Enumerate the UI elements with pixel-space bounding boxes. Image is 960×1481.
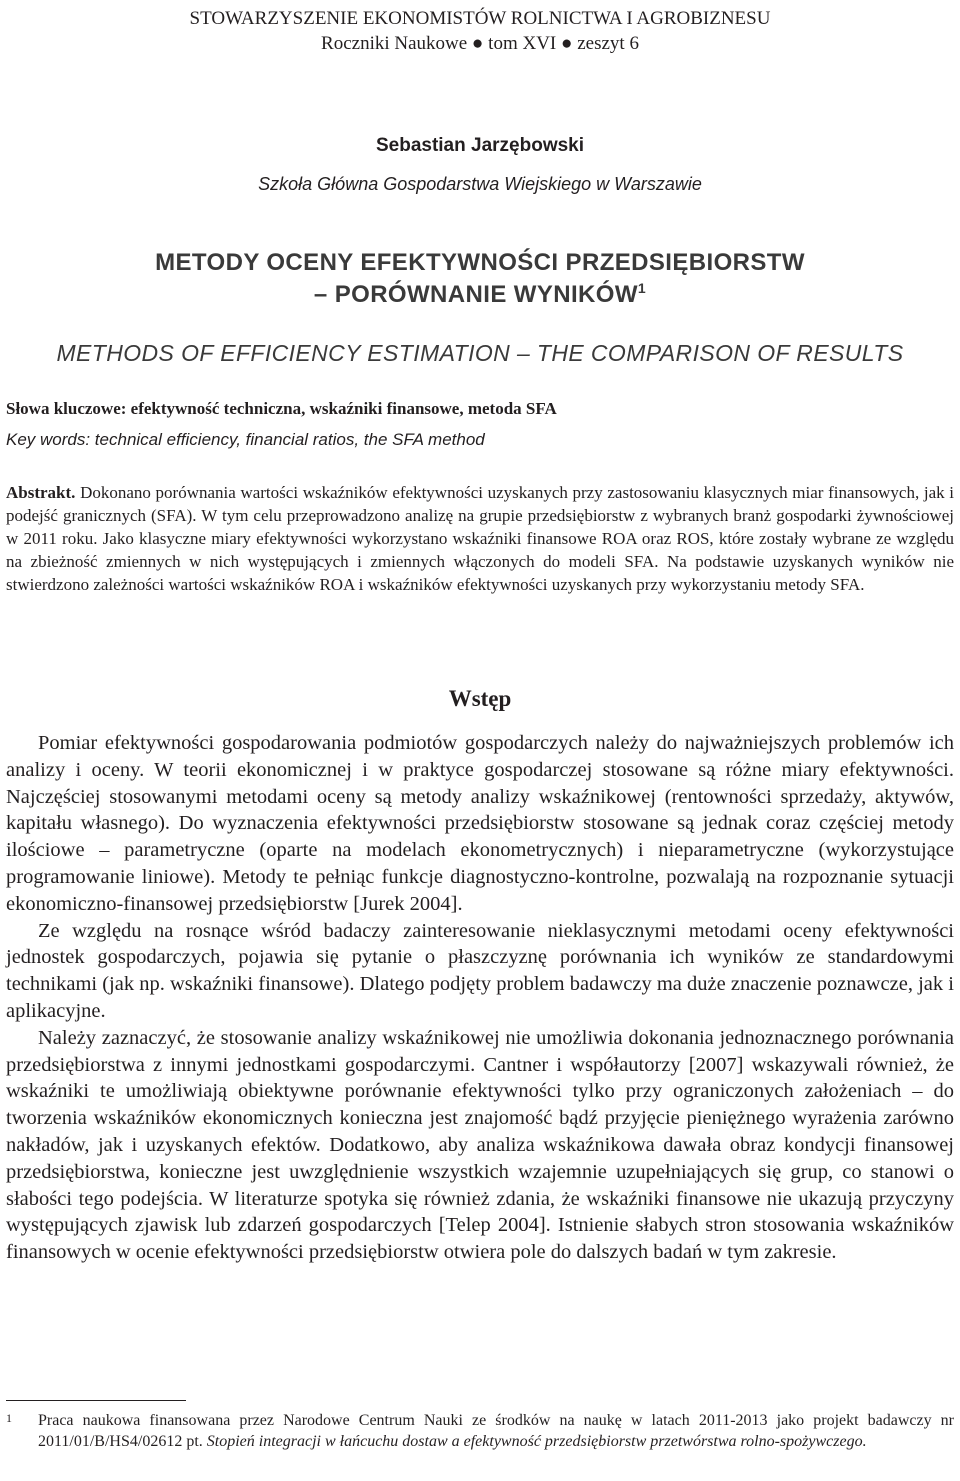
title-polish — [0, 247, 960, 311]
paragraph: Pomiar efektywności gospodarowania podmiotów gospodarczych należy do najważniejszych problemów ich analizy i oceny. W teorii ekonomicznej i w praktyce gospodarczej stosowane są różne miary efektywności. Najczęściej stosowanymi metodami oceny są metody analizy wskaźnikowej (rentowności sprzedaży, aktywów, kapitału własnego). Do wyznaczenia efektywności przedsiębiorstw stosowane są jednak coraz częściej metody ilościowe – parametryczne (oparte na modelach ekonometrycznych) i nieparametryczne (wykorzystujące programowanie liniowe). Metody te pełniąc funkcje diagnostyczno-kontrolne, pozwalają na rozpoznanie sytuacji ekonomiczno-finansowej przedsiębiorstw [Jurek 2004]. — [6, 732, 954, 915]
journal-publisher: STOWARZYSZENIE EKONOMISTÓW ROLNICTWA I AGROBIZNESU — [189, 8, 771, 29]
body-text — [6, 730, 954, 1266]
keywords-polish: Słowa kluczowe: efektywność techniczna, wskaźniki finansowe, metoda SFA — [6, 399, 557, 418]
author-affiliation: Szkoła Główna Gospodarstwa Wiejskiego w Warszawie — [258, 174, 702, 194]
title-footnote-mark: 1 — [637, 280, 647, 296]
journal-header — [0, 6, 960, 56]
title-polish-line1: METODY OCENY EFEKTYWNOŚCI PRZEDSIĘBIORSTW — [155, 249, 805, 276]
keywords-english: Key words: technical efficiency, financial ratios, the SFA method — [6, 430, 485, 449]
section-title: Wstęp — [448, 686, 512, 711]
footnote-divider — [6, 1400, 186, 1401]
journal-volume: Roczniki Naukowe ● tom XVI ● zeszyt 6 — [321, 33, 639, 54]
abstract-label: Abstrakt. — [6, 483, 76, 502]
footnote-project-title: Stopień integracji w łańcuchu dostaw a efektywność przedsiębiorstw przetwórstwa rolno-spożywczego. — [206, 1433, 867, 1450]
title-polish-line2-text: – PORÓWNANIE WYNIKÓW — [313, 281, 638, 308]
footnote-body — [38, 1410, 954, 1452]
author-name: Sebastian Jarzębowski — [375, 135, 585, 156]
title-english: METHODS OF EFFICIENCY ESTIMATION – THE COMPARISON OF RESULTS — [56, 340, 904, 366]
title-polish-line2 — [0, 279, 960, 311]
paragraph: Należy zaznaczyć, że stosowanie analizy wskaźnikowej nie umożliwia dokonania jednoznacznego porównania przedsiębiorstwa z innymi jednostkami gospodarczymi. Cantner i współautorzy [2007] wskazywali również, że wskaźniki te umożliwiają obiektywne porównanie efektywności tylko przy ograniczonych założeniach – do tworzenia wskaźników ekonomicznych konieczna jest znajomość bądź przyjęcie pieniężnego wyrażenia zarówno nakładów, jak i uzyskanych efektów. Dodatkowo, aby analiza wskaźnikowa dawała obraz kondycji finansowej przedsiębiorstwa, konieczne jest uwzględnienie wszystkich wzajemnie uzupełniających się grup, co stanowi o słabości tego podejścia. W literaturze spotyka się również zdania, że wskaźniki finansowe nie ukazują przyczyny występujących zjawisk lub zdarzeń gospodarczych [Telep 2004]. Istnienie słabych stron stosowania wskaźników finansowych w ocenie efektywności przedsiębiorstw otwiera pole do dalszych badań w tym zakresie. — [6, 1026, 954, 1264]
footnote-number: 1 — [6, 1411, 12, 1425]
abstract-text: Dokonano porównania wartości wskaźników efektywności uzyskanych przy zastosowaniu klasycznych miar finansowych, jak i podejść granicznych (SFA). W tym celu przeprowadzono analizę na grupie przedsiębiorstw z wybranych branż gospodarki żywnościowej w 2011 roku. Jako klasyczne miary efektywności wykorzystano wskaźniki finansowe ROA oraz ROS, które zostały wybrane ze względu na zbieżność zmiennych w nich występujących i zmiennych włączonych do modeli SFA. Na podstawie uzyskanych wyników nie stwierdzono zależności wartości wskaźników ROA i wskaźników efektywności uzyskanych przy wykorzystaniu metody SFA. — [6, 483, 954, 594]
footnote — [6, 1410, 954, 1452]
footnote-text: Praca naukowa finansowana przez Narodowe Centrum Nauki ze środków na naukę w latach 2011-2013 jako projekt badawczy nr 2011/01/B/HS4/02612 pt. — [38, 1412, 954, 1450]
abstract — [6, 482, 954, 597]
paragraph: Ze względu na rosnące wśród badaczy zainteresowanie nieklasycznymi metodami oceny efektywności jednostek gospodarczych, pojawia się pytanie o płaszczyznę porównania ich wyników ze standardowymi technikami (jak np. wskaźniki finansowe). Dlatego podjęty problem badawczy ma duże znaczenie poznawcze, jak i aplikacyjne. — [6, 919, 954, 1022]
